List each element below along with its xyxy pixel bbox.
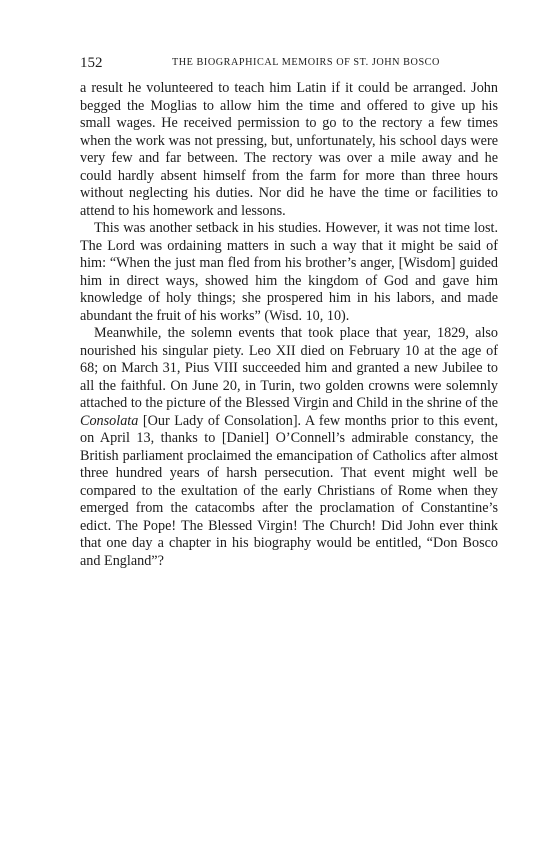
paragraph-1: a result he volunteered to teach him Latin if it could be arranged. John begged the Moglias to allow him the time and offered to give up his small wages. He received permission to go to the rectory a few times when the work was not pressing, but, unfortunately, his school days were very few and far between. The rectory was over a mile away and he could hardly absent himself from the farm for more than three hours without neglecting his duties. Nor did he have the time or facilities to attend to his homework and lessons. — [80, 80, 498, 219]
running-title: THE BIOGRAPHICAL MEMOIRS OF ST. JOHN BOSCO — [172, 57, 440, 68]
consolata-italic: Consolata — [80, 412, 139, 429]
running-head — [80, 52, 498, 74]
paragraph-2: This was another setback in his studies. However, it was not time lost. The Lord was ordaining matters in such a way that it might be said of him: “When the just man fled from his brother’s anger, [Wisdom] guided him in direct ways, showed him the kingdom of God and gave him knowledge of holy things; she prospered him in his labors, and made abundant the fruit of his works” (Wisd. 10, 10). — [80, 220, 498, 324]
paragraph-3-text-end: [Our Lady of Consolation]. A few months prior to this event, on April 13, thanks to [Daniel] O’Connell’s admirable constancy, the British parliament proclaimed the emancipation of Catholics after almost three hundred years of harsh persecution. That event might well be compared to the exultation of the early Christians of Rome when they emerged from the catacombs after the proclamation of Constantine’s edict. The Pope! The Blessed Virgin! The Church! Did John ever think that one day a chapter in his biography would be entitled, “Don Bosco and England”? — [80, 412, 498, 569]
book-page — [80, 52, 498, 570]
body-text — [80, 80, 498, 570]
page-number: 152 — [80, 55, 103, 71]
paragraph-3 — [80, 325, 498, 570]
paragraph-3-text-start: Meanwhile, the solemn events that took place that year, 1829, also nourished his singular piety. Leo XII died on February 10 at the age of 68; on March 31, Pius VIII succeeded him and granted a new Jubilee to all the faithful. On June 20, in Turin, two golden crowns were solemnly attached to the picture of the Blessed Virgin and Child in the shrine of the — [80, 325, 498, 411]
